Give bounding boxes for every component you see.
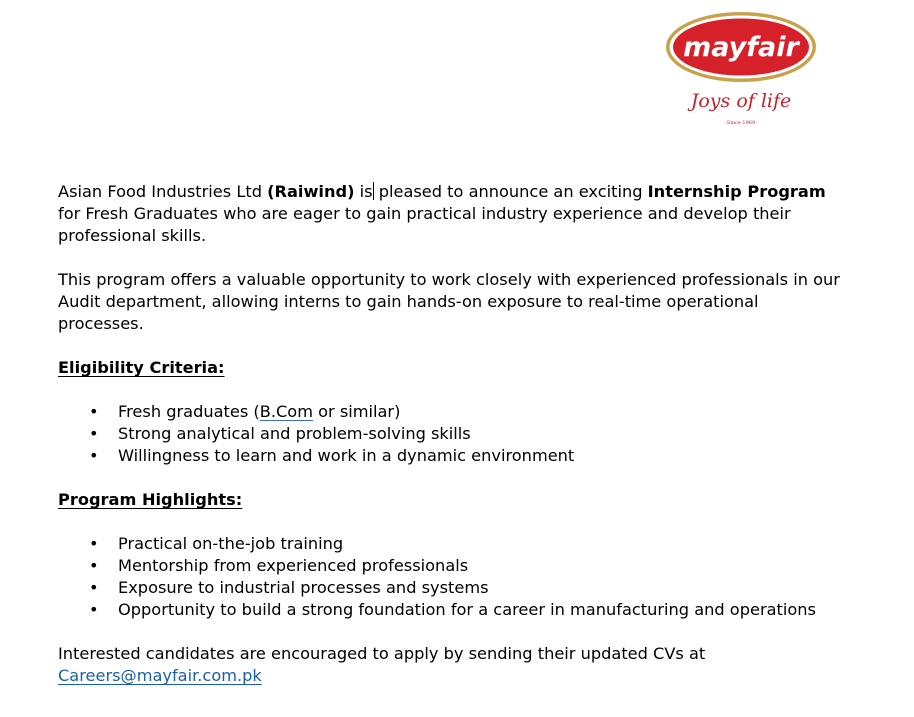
eligibility-item-1-prefix: Fresh graduates ( [118,402,260,421]
logo-tagline: Joys of life [690,90,792,112]
list-item [58,555,858,577]
company-location: (Raiwind) [267,182,355,201]
spacer [58,467,858,489]
intro-paragraph [58,181,858,247]
closing-text: Interested candidates are encouraged to apply by sending their updated CVs at [58,644,706,663]
bullet-icon: • [89,534,99,553]
bullet-icon: • [89,578,99,597]
bullet-icon: • [89,600,99,619]
eligibility-item-3: Willingness to learn and work in a dynamic environment [118,446,575,465]
logo-brand-text: mayfair [683,32,799,63]
document-body [58,181,858,687]
highlight-item-2: Mentorship from experienced professionals [118,556,469,575]
eligibility-item-2: Strong analytical and problem-solving skills [118,424,471,443]
program-description [58,269,858,335]
bullet-icon: • [89,556,99,575]
highlight-item-3: Exposure to industrial processes and systems [118,578,489,597]
highlight-item-1: Practical on-the-job training [118,534,344,553]
list-item [58,423,858,445]
mayfair-logo [664,10,820,128]
intro-text-announce: pleased to announce an exciting [373,182,648,201]
eligibility-heading: Eligibility Criteria: [58,358,225,377]
program-desc-line-2: Audit department, allowing interns to gain hands-on exposure to real-time operational [58,292,759,311]
intro-text-is: is [354,182,373,201]
careers-email-link[interactable]: Careers@mayfair.com.pk [58,666,262,685]
intro-line-3: professional skills. [58,226,207,245]
program-desc-line-1: This program offers a valuable opportunity to work closely with experienced professionals in our [58,270,840,289]
list-item [58,599,858,621]
spacer [58,621,858,643]
list-item [58,533,858,555]
closing-paragraph [58,643,858,687]
program-desc-line-3: processes. [58,314,144,333]
company-name: Asian Food Industries Ltd [58,182,268,201]
internship-program-label: Internship Program [647,182,826,201]
list-item [58,445,858,467]
eligibility-list [58,401,858,467]
list-item [58,401,858,423]
spacer [58,379,858,401]
bullet-icon: • [89,402,99,421]
bullet-icon: • [89,446,99,465]
intro-line-2: for Fresh Graduates who are eager to gain practical industry experience and develop their [58,204,791,223]
highlights-list [58,533,858,621]
spacer [58,335,858,357]
mayfair-logo-graphic [664,10,820,128]
list-item [58,577,858,599]
logo-since-text: Since 1969 [726,120,756,126]
eligibility-item-1-suffix: or similar) [312,402,401,421]
highlight-item-4: Opportunity to build a strong foundation for a career in manufacturing and operations [118,600,816,619]
intro-line-1 [58,182,826,201]
bullet-icon: • [89,424,99,443]
spacer [58,247,858,269]
spacer [58,511,858,533]
highlights-heading: Program Highlights: [58,490,243,509]
degree-text: B.Com [259,402,313,421]
